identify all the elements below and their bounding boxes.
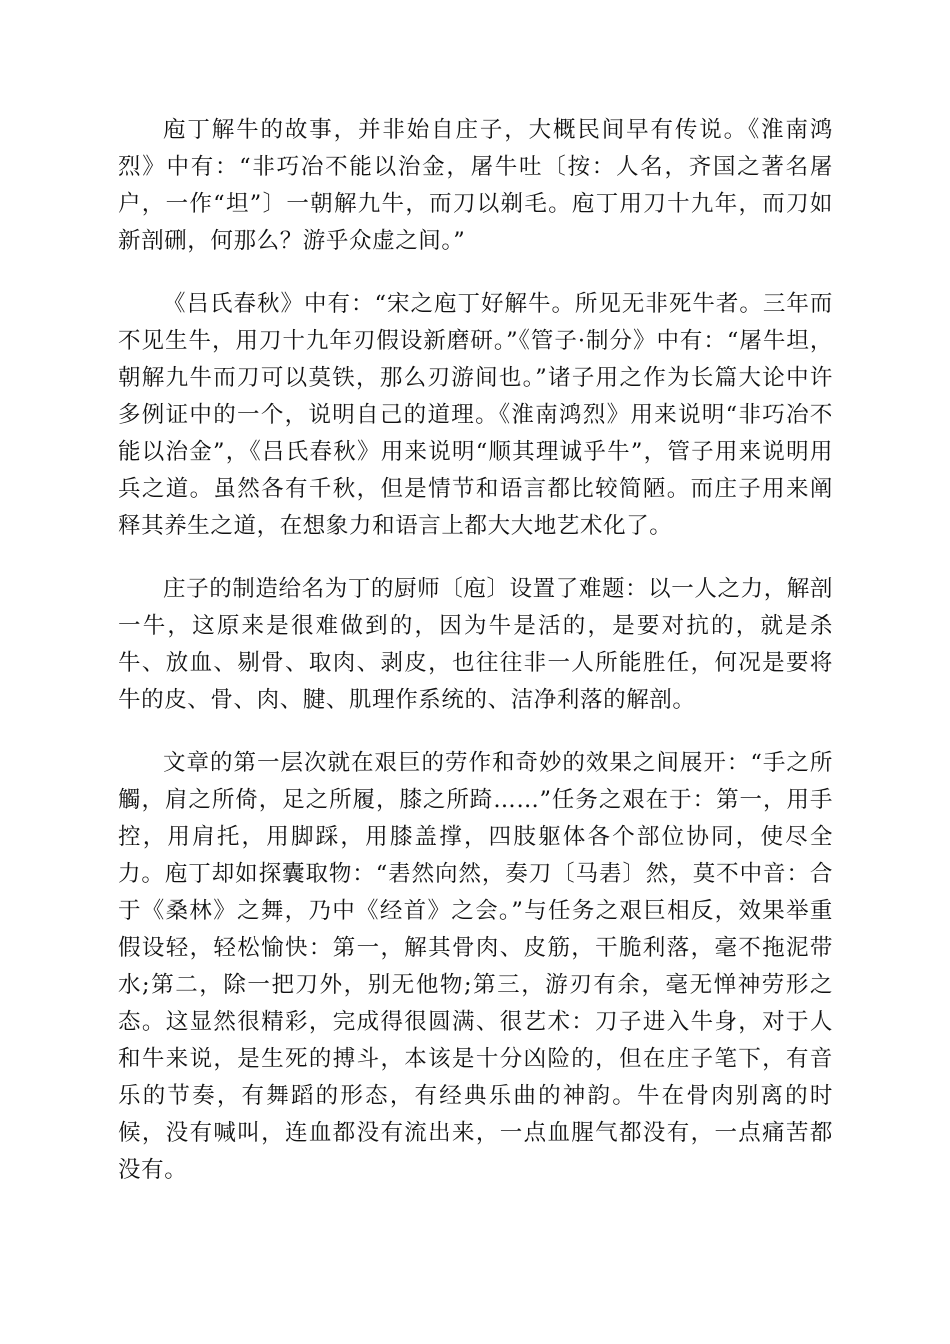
paragraph-4: 文章的第一层次就在艰巨的劳作和奇妙的效果之间展开：“手之所觸，肩之所倚，足之所履，膝之所踦……”任务之艰在于：第一，用手控，用肩托，用脚踩，用膝盖撑，四肢躯体各个部位协同，使尽全力。庖丁却如探囊取物：“砉然向然，奏刀〔马砉〕然，莫不中音：合于《桑林》之舞，乃中《经首》之会。”与任务之艰巨相反，效果举重假设轻，轻松愉快：第一，解其骨肉、皮筋，干脆利落，毫不拖泥带水;第二，除一把刀外，别无他物;第三，游刃有余，毫无惮神劳形之态。这显然很精彩，完成得很圆满、很艺术：刀子进入牛身，对于人和牛来说，是生死的搏斗，本该是十分凶险的，但在庄子笔下，有音乐的节奏，有舞蹈的形态，有经典乐曲的神韵。牛在骨肉别离的时候，没有喊叫，连血都没有流出来，一点血腥气都没有，一点痛苦都没有。 — [118, 750, 833, 1183]
document-body — [118, 112, 833, 1215]
paragraph-3: 庄子的制造给名为丁的厨师〔庖〕设置了难题：以一人之力，解剖一牛，这原来是很难做到的，因为牛是活的，是要对抗的，就是杀牛、放血、剔骨、取肉、剥皮，也往往非一人所能胜任，何况是要将牛的皮、骨、肉、腱、肌理作系统的、洁净利落的解剖。 — [118, 576, 833, 713]
paragraph-1: 庖丁解牛的故事，并非始自庄子，大概民间早有传说。《淮南鸿烈》中有：“非巧冶不能以治金，屠牛吐〔按：人名，齐国之著名屠户，一作“坦”〕一朝解九牛，而刀以剃毛。庖丁用刀十九年，而刀如新剖硎，何那么？游乎众虚之间。” — [118, 117, 833, 254]
paragraph-2: 《吕氏春秋》中有：“宋之庖丁好解牛。所见无非死牛者。三年而不见生牛，用刀十九年刃假设新磨研。”《管子·制分》中有：“屠牛坦，朝解九牛而刀可以莫铁，那么刃游间也。”诸子用之作为长篇大论中许多例证中的一个，说明自己的道理。《淮南鸿烈》用来说明“非巧冶不能以治金”，《吕氏春秋》用来说明“顺其理诚乎牛”，管子用来说明用兵之道。虽然各有千秋，但是情节和语言都比较简陋。而庄子用来阐释其养生之道，在想象力和语言上都大大地艺术化了。 — [118, 291, 833, 539]
